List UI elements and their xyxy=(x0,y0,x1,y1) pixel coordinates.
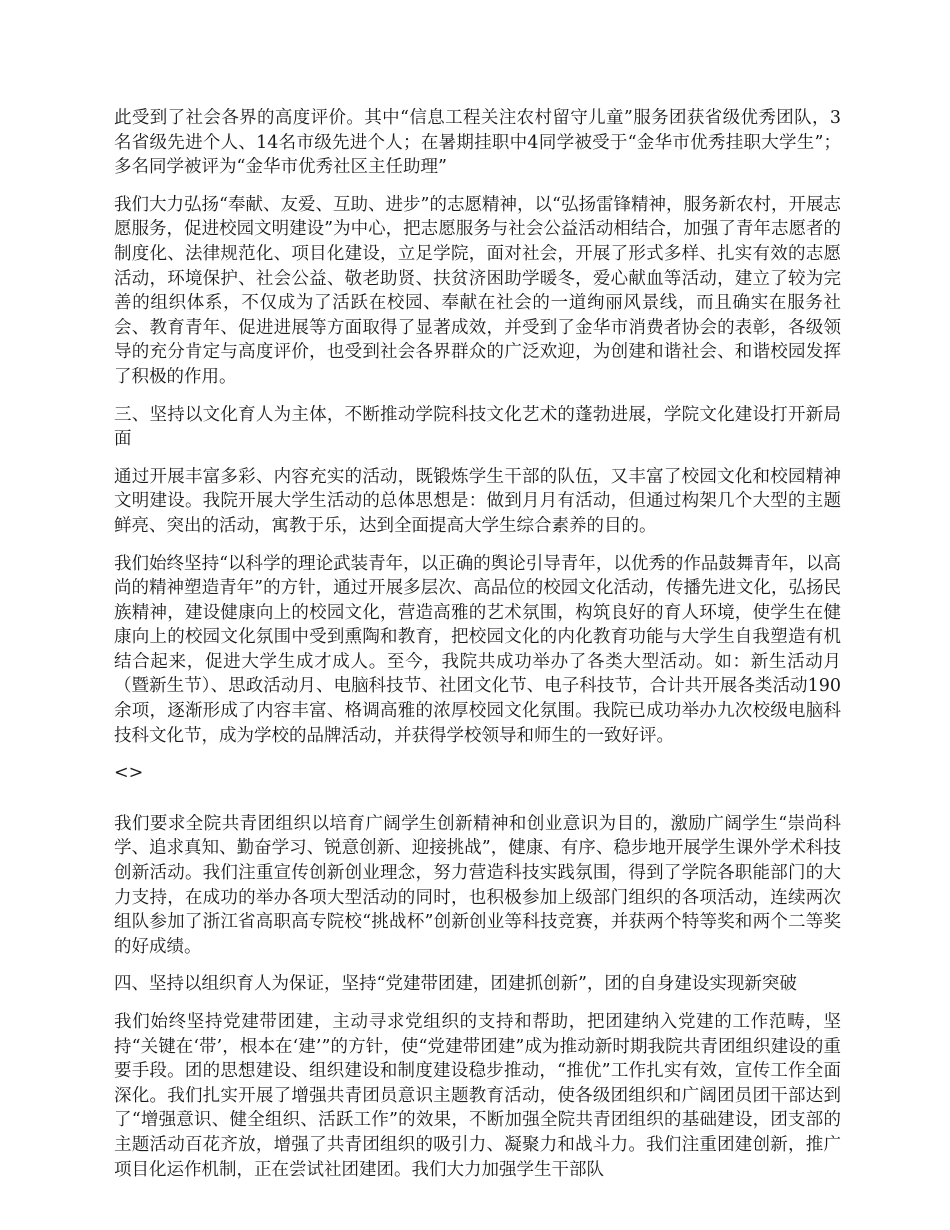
paragraph-culture-policy: 我们始终坚持“以科学的理论武装青年，以正确的舆论引导青年，以优秀的作品鼓舞青年，以高尚的精神塑造青年”的方针，通过开展多层次、高品位的校园文化活动，传播先进文化，弘扬民族精神，建设健康向上的校园文化，营造高雅的艺术氛围，构筑良好的育人环境，使学生在健康向上的校园文化氛围中受到熏陶和教育，把校园文化的内化教育功能与大学生自我塑造有机结合起来，促进大学生成才成人。至今，我院共成功举办了各类大型活动。如：新生活动月（暨新生节）、思政活动月、电脑科技节、社团文化节、电子科技节，合计共开展各类活动190余项，逐渐形成了内容丰富、格调高雅的浓厚校园文化氛围。我院已成功举办九次校级电脑科技科文化节，成为学校的品牌活动，并获得学校领导和师生的一致好评。 xyxy=(114,553,841,746)
paragraph-innovation: 我们要求全院共青团组织以培育广阔学生创新精神和创业意识为目的，激励广阔学生“崇尚科学、追求真知、勤奋学习、锐意创新、迎接挑战”，健康、有序、稳步地开展学生课外学术科技创新活动。我们注重宣传创新创业理念，努力营造科技实践氛围，得到了学院各职能部门的大力支持，在成功的举办各项大型活动的同时，也积极参加上级部门组织的各项活动，连续两次组队参加了浙江省高职高专院校“挑战杯”创新创业等科技竞赛，并获两个特等奖和两个二等奖的好成绩。 xyxy=(114,813,841,957)
document-body xyxy=(114,106,841,1195)
paragraph-volunteer-spirit: 我们大力弘扬“奉献、友爱、互助、进步”的志愿精神，以“弘扬雷锋精神，服务新农村，开展志愿服务，促进校园文明建设”为中心，把志愿服务与社会公益活动相结合，加强了青年志愿者的制度化、法律规范化、项目化建设，立足学院，面对社会，开展了形式多样、扎实有效的志愿活动，环境保护、社会公益、敬老助贤、扶贫济困助学暖冬，爱心献血等活动，建立了较为完善的组织体系，不仅成为了活跃在校园、奉献在社会的一道绚丽风景线，而且确实在服务社会、教育青年、促进进展等方面取得了显著成效，并受到了金华市消费者协会的表彰，各级领导的充分肯定与高度评价，也受到社会各界群众的广泛欢迎，为创建和谐社会、和谐校园发挥了积极的作用。 xyxy=(114,194,841,387)
paragraph-campus-activities: 通过开展丰富多彩、内容充实的活动，既锻炼学生干部的队伍，又丰富了校园文化和校园精神文明建设。我院开展大学生活动的总体思想是：做到月月有活动，但通过构架几个大型的主题鲜亮、突出的活动，寓教于乐，达到全面提高大学生综合素养的目的。 xyxy=(114,466,841,536)
section-heading-4: 四、坚持以组织育人为保证，坚持“党建带团建，团建抓创新”，团的自身建设实现新突破 xyxy=(114,974,797,995)
placeholder-marker: <> xyxy=(114,763,144,784)
paragraph-social-evaluation: 此受到了社会各界的高度评价。其中“信息工程关注农村留守儿童”服务团获省级优秀团队，3名省级先进个人、14名市级先进个人；在暑期挂职中4同学被受于“金华市优秀挂职大学生”；多名同学被评为“金华市优秀社区主任助理” xyxy=(114,108,841,178)
section-heading-3: 三、坚持以文化育人为主体，不断推动学院科技文化艺术的蓬勃进展，学院文化建设打开新局面 xyxy=(114,404,841,450)
paragraph-party-building: 我们始终坚持党建带团建，主动寻求党组织的支持和帮助，把团建纳入党建的工作范畴，坚持“关键在‘带’，根本在‘建’”的方针，使“党建带团建”成为推动新时期我院共青团组织建设的重要手段。团的思想建设、组织建设和制度建设稳步推动，“推优”工作扎实有效，宣传工作全面深化。我们扎实开展了增强共青团员意识主题教育活动，使各级团组织和广阔团员团干部达到了“增强意识、健全组织、活跃工作”的效果，不断加强全院共青团组织的基础建设，团支部的主题活动百花齐放，增强了共青团组织的吸引力、凝聚力和战斗力。我们注重团建创新，推广项目化运作机制，正在尝试社团建团。我们大力加强学生干部队 xyxy=(114,1012,841,1180)
